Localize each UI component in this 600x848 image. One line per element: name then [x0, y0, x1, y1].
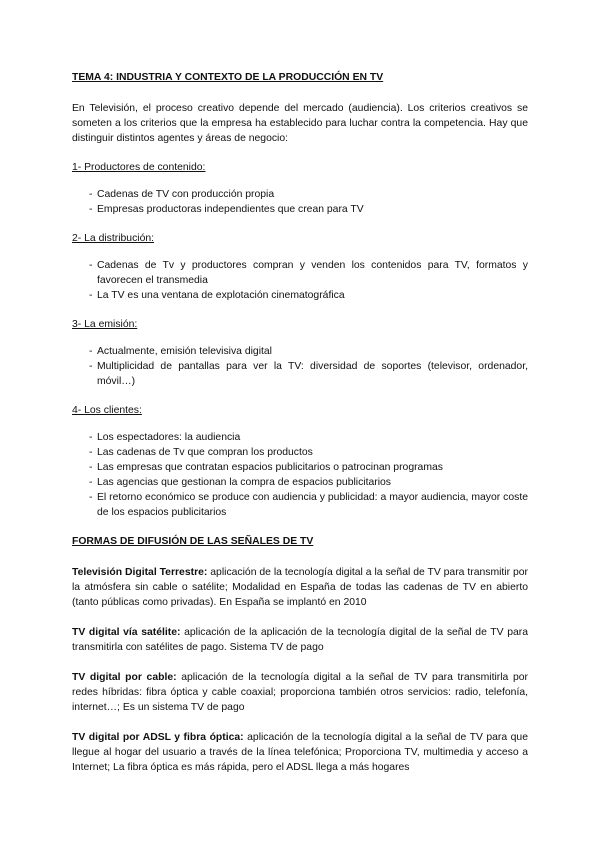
section-producers: [72, 160, 528, 217]
form-term: TV digital por ADSL y fibra óptica:: [72, 732, 244, 743]
list-item: - Cadenas de Tv y productores compran y venden los contenidos para TV, formatos y favorecen el transmedia: [72, 258, 528, 288]
list-item: - Cadenas de TV con producción propia: [72, 187, 528, 202]
list-item: - Las cadenas de Tv que compran los productos: [72, 445, 528, 460]
list-item: - Multiplicidad de pantallas para ver la TV: diversidad de soportes (televisor, ordenador, móvil…): [72, 359, 528, 389]
section-clients: [72, 403, 528, 520]
list-item: - Actualmente, emisión televisiva digital: [72, 344, 528, 359]
list-item: - Empresas productoras independientes que crean para TV: [72, 202, 528, 217]
list-item: - Las agencias que gestionan la compra de espacios publicitarios: [72, 475, 528, 490]
form-text: aplicación de la aplicación de la tecnología digital de la señal de TV para transmitirla con satélites de pago. Sistema TV de pago: [72, 627, 528, 653]
section-distribution: [72, 231, 528, 303]
section-title: 3- La emisión:: [72, 319, 138, 330]
form-paragraph: [72, 625, 528, 655]
form-paragraph: [72, 565, 528, 610]
bullet-list: [72, 258, 528, 303]
form-term: TV digital por cable:: [72, 672, 177, 683]
list-item: - Las empresas que contratan espacios publicitarios o patrocinan programas: [72, 460, 528, 475]
form-text: aplicación de la tecnología digital a la señal de TV para que llegue al hogar del usuario a través de la línea telefónica; Proporciona TV, multimedia y acceso a Internet; La fibra óptica es más rápida, pero el ADSL llega a más hogares: [72, 732, 528, 773]
form-term: TV digital vía satélite:: [72, 627, 181, 638]
form-paragraph: [72, 670, 528, 715]
form-text: aplicación de la tecnología digital a la señal de TV para transmitirla por redes híbridas: fibra óptica y cable coaxial; proporciona también otros servicios: radio, telefonía, internet…; Es un sistema TV de pago: [72, 672, 528, 713]
document-page: [72, 70, 528, 775]
bullet-list: [72, 344, 528, 389]
page-title: TEMA 4: INDUSTRIA Y CONTEXTO DE LA PRODUCCIÓN EN TV: [72, 72, 384, 83]
section-title: 2- La distribución:: [72, 233, 155, 244]
list-item: - El retorno económico se produce con audiencia y publicidad: a mayor audiencia, mayor coste de los espacios publicitarios: [72, 490, 528, 520]
form-paragraph: [72, 730, 528, 775]
bullet-list: [72, 430, 528, 520]
bullet-list: [72, 187, 528, 217]
list-item: - La TV es una ventana de explotación cinematográfica: [72, 288, 528, 303]
form-term: Televisión Digital Terrestre:: [72, 567, 208, 578]
list-item: - Los espectadores: la audiencia: [72, 430, 528, 445]
intro-paragraph: En Televisión, el proceso creativo depende del mercado (audiencia). Los criterios creativos se someten a los criterios que la empresa ha establecido para luchar contra la competencia. Hay que distinguir distintos agentes y áreas de negocio:: [72, 103, 528, 144]
form-text: aplicación de la tecnología digital a la señal de TV para transmitir por la atmósfera sin cable o satélite; Modalidad en España de todas las cadenas de TV en abierto (tanto públicas como privadas). En España se implantó en 2010: [72, 567, 528, 608]
section-title: 4- Los clientes:: [72, 405, 142, 416]
section-emission: [72, 317, 528, 389]
section-title: 1- Productores de contenido:: [72, 162, 206, 173]
section-heading: FORMAS DE DIFUSIÓN DE LAS SEÑALES DE TV: [72, 536, 314, 547]
